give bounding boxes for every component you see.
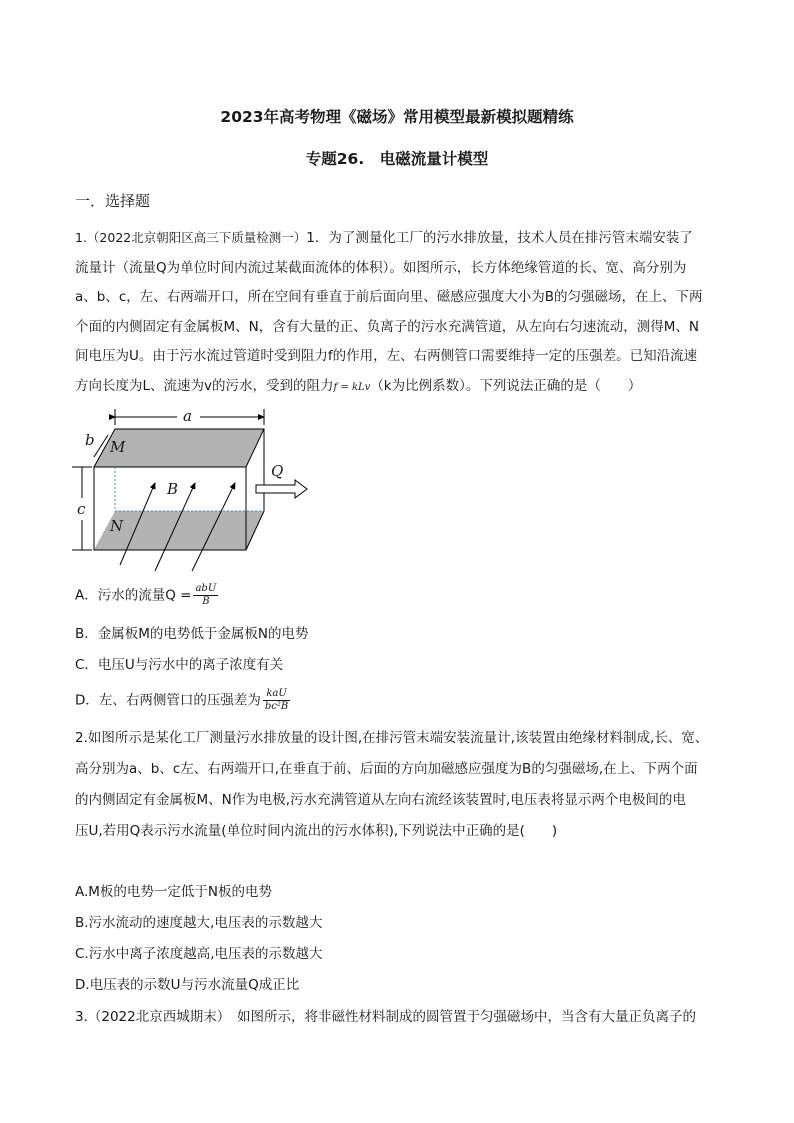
question-2-option-c[interactable]: C.污水中离子浓度越高,电压表的示数越大 [75, 946, 323, 962]
question-1-option-d[interactable]: D．左、右两侧管口的压强差为 $\frac{\text{kaU}}{\text{bc²B}}$ [75, 688, 289, 712]
question-1-line-6: 方向长度为L、流速为v的污水，受到的阻力f = kLv（k为比例系数）。下列说法正确的是（ ） [75, 377, 642, 394]
question-2-stem [75, 723, 725, 847]
question-3-stem [75, 1003, 725, 1033]
label-N: N [110, 517, 124, 535]
question-1-option-b[interactable]: B．金属板M的电势低于金属板N的电势 [75, 626, 309, 642]
resistance-formula: f = kLv [333, 381, 371, 393]
label-b: b [85, 431, 95, 449]
question-2-line-2: 高分别为a、b、c左、右两端开口,在垂直于前、后面的方向加磁感应强度为B的匀强磁场,在上、下两个面 [75, 761, 698, 777]
question-2-line-4: 压U,若用Q表示污水流量(单位时间内流出的污水体积),下列说法中正确的是( ) [75, 823, 558, 839]
label-M: M [110, 438, 126, 456]
question-1-line-4: 个面的内侧固定有金属板M、N，含有大量的正、负离子的污水充满管道，从左向右匀速流动，测得M、N [75, 318, 699, 335]
pressure-fraction: $\frac{\text{kaU}}{\text{bc²B}}$ [264, 688, 289, 712]
question-1-line-5: 间电压为U。由于污水流过管道时受到阻力f的作用，左、右两侧管口需要维持一定的压强差。已知沿流速 [75, 348, 698, 364]
flowmeter-diagram [70, 405, 320, 575]
label-c: c [77, 500, 86, 518]
question-2-option-b[interactable]: B.污水流动的速度越大,电压表的示数越大 [75, 915, 323, 931]
question-2-line-3: 的内侧固定有金属板M、N作为电极,污水充满管道从左向右流经该装置时,电压表将显示两个电极间的电 [75, 792, 686, 808]
question-1-stem [75, 223, 725, 402]
question-3-line-1: 3.（2022北京西城期末） 如图所示，将非磁性材料制成的圆管置于匀强磁场中，当含有大量正负离子的 [75, 1009, 696, 1025]
label-Q: Q [271, 462, 284, 480]
question-2-option-d[interactable]: D.电压表的示数U与污水流量Q成正比 [75, 977, 300, 993]
question-1-source: 1.（2022北京朝阳区高三下质量检测一） [75, 230, 307, 245]
question-1-option-c[interactable]: C．电压U与污水中的离子浓度有关 [75, 657, 284, 673]
flow-fraction: $\frac{\text{abU}}{B}$ [195, 583, 217, 607]
question-1-line-2: 流量计（流量Q为单位时间内流过某截面流体的体积）。如图所示，长方体绝缘管道的长、宽、高分别为 [75, 259, 687, 276]
section-heading: 一．选择题 [75, 192, 151, 210]
document-subtitle: 专题26. 电磁流量计模型 [305, 150, 489, 168]
question-2-option-a[interactable]: A.M板的电势一定低于N板的电势 [75, 884, 273, 900]
question-2-line-1: 2.如图所示是某化工厂测量污水排放量的设计图,在排污管末端安装流量计,该装置由绝缘材料制成,长、宽、 [75, 730, 709, 746]
label-B: B [167, 480, 179, 498]
document-title: 2023年高考物理《磁场》常用模型最新模拟题精练 [220, 108, 574, 126]
label-a: a [183, 407, 192, 425]
question-1-line-1: 1.（2022北京朝阳区高三下质量检测一）1．为了测量化工厂的污水排放量，技术人员在排污管末端安装了 [75, 230, 693, 246]
question-1-line-3: a、b、c，左、右两端开口，所在空间有垂直于前后面向里、磁感应强度大小为B的匀强磁场，在上、下两 [75, 289, 703, 305]
question-1-option-a[interactable]: A．污水的流量Q = $\frac{\text{abU}}{B}$ [75, 583, 217, 607]
